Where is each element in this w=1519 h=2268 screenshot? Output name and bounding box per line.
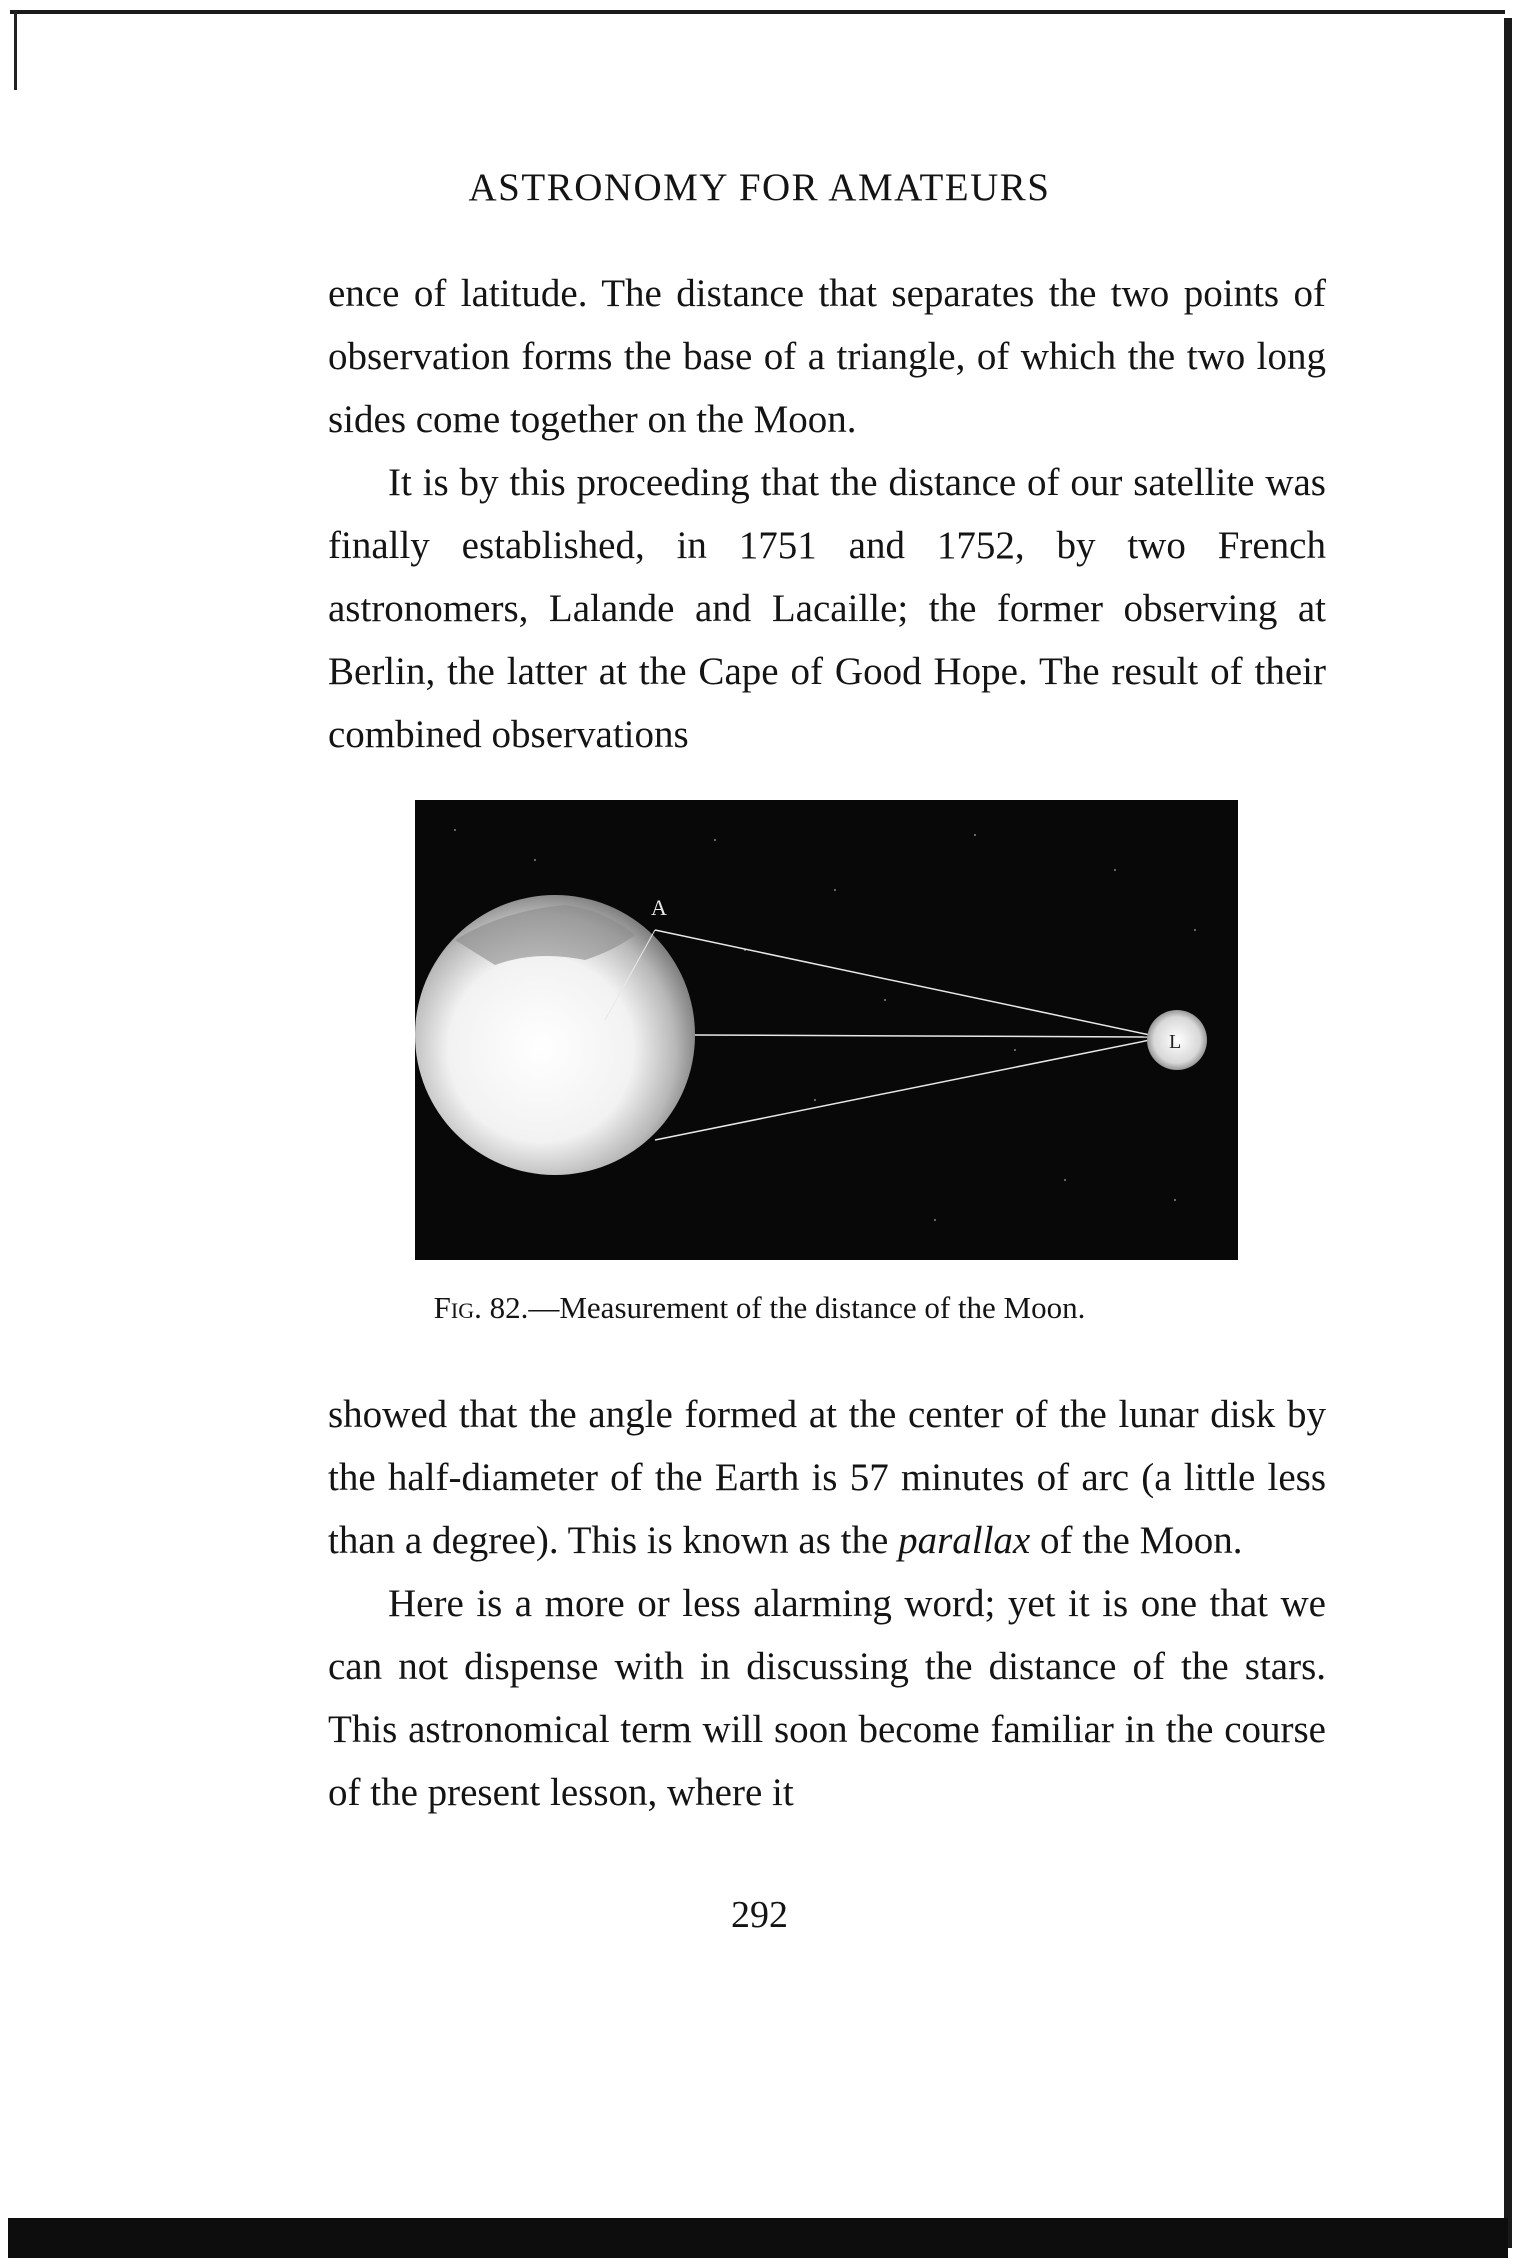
figure-caption <box>0 1290 1519 1326</box>
parallax-term: parallax <box>898 1519 1031 1562</box>
paragraph-2: It is by this proceeding that the distance of our satellite was finally established, in 1751 and 1752, by two French astronomers, Lalande and Lacaille; the former observing at Berlin, the latter at the Cape of Good Hope. The result of their combined observations <box>328 461 1326 756</box>
figure-moon-distance <box>415 800 1238 1260</box>
text-block-top <box>328 262 1326 766</box>
running-header: ASTRONOMY FOR AMATEURS <box>468 166 1051 209</box>
paragraph-1: ence of latitude. The distance that separates the two points of observation forms the base of a triangle, of which the two long sides come together on the Moon. <box>328 272 1326 441</box>
page-number: 292 <box>731 1894 788 1936</box>
caption-text: —Measurement of the distance of the Moon. <box>528 1290 1086 1325</box>
paragraph-3 <box>328 1383 1326 1572</box>
caption-fig-label: Fig. 82. <box>433 1290 529 1325</box>
label-l: L <box>1169 1031 1182 1053</box>
top-border-line <box>10 10 1505 14</box>
paragraph-4: Here is a more or less alarming word; yet it is one that we can not dispense with in discussing the distance of the stars. This astronomical term will soon become familiar in the course of the present lesson, where it <box>328 1582 1326 1814</box>
text-block-bottom <box>328 1383 1326 1824</box>
paragraph-3-end: of the Moon. <box>1030 1519 1243 1562</box>
paragraph-3-text: showed that the angle formed at the center of the lunar disk by the half-diameter of the Earth is 57 minutes of arc (a little less than a degree). This is known as the <box>328 1393 1326 1562</box>
figure-illustration <box>415 800 1238 1260</box>
page-corner-mark <box>0 10 17 90</box>
label-a: A <box>651 895 667 920</box>
bottom-edge-shadow <box>8 2218 1508 2258</box>
